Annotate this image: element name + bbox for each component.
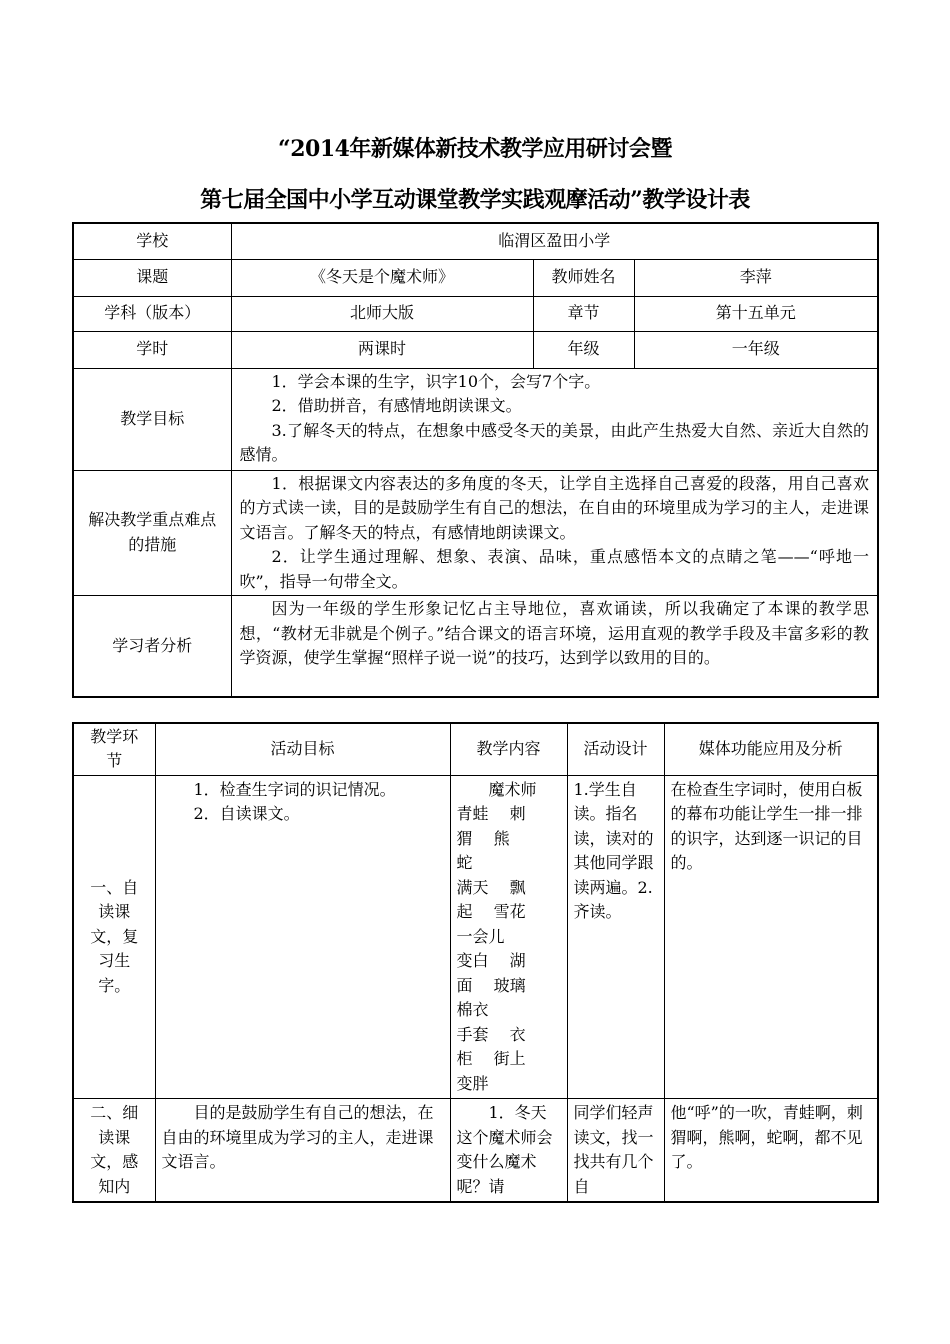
learner-paragraph: 因为一年级的学生形象记忆占主导地位，喜欢诵读，所以我确定了本课的教学思想，“教材无非就是个例子。”结合课文的语言环境，运用直观的教学手段及丰富多彩的教学资源，使学生掌握“照样子说一说”的技巧，达到学以致用的目的。	[239, 599, 870, 667]
row2-design: 同学们轻声读文，找一找共有几个自	[567, 1099, 664, 1203]
goals-label: 教学目标	[73, 368, 231, 470]
goal-item: 1．学会本课的生字，识字10个，会写7个字。	[271, 371, 601, 391]
goal-item: 3.了解冬天的特点，在想象中感受冬天的美景，由此产生热爱大自然、亲近大自然的感情。	[239, 420, 870, 464]
learner-label: 学习者分析	[73, 596, 231, 697]
chapter-label: 章节	[533, 296, 634, 331]
vocab-item: 青蛙 刺	[456, 804, 526, 823]
plan-table	[72, 722, 879, 1203]
vocab-item: 手套 衣	[456, 1024, 526, 1044]
measure-item: 1．根据课文内容表达的多角度的冬天，让学自主选择自己喜爱的段落，用自己喜欢的方式读一读，目的是鼓励学生有自己的想法，在自由的环境里成为学习的主人，走进课文语言。了解冬天的特点，有感情地朗读课文。	[239, 473, 870, 542]
grade-label: 年级	[533, 331, 634, 368]
teacher-value: 李萍	[634, 259, 878, 296]
row1-design: 1.学生自读。指名读，读对的其他同学跟读两遍。2.齐读。	[567, 775, 664, 1099]
hours-value: 两课时	[231, 331, 533, 368]
header-content: 教学内容	[450, 723, 567, 775]
vocab-item: 变胖	[456, 1073, 489, 1093]
vocab-item: 起 雪花	[456, 902, 526, 921]
row1-goal-item: 1．检查生字词的识记情况。	[193, 779, 396, 799]
vocab-item: 棉衣	[456, 1000, 489, 1019]
row1-content	[450, 775, 567, 1099]
row2-content: 1．冬天这个魔术师会变什么魔术呢？请	[450, 1099, 567, 1203]
title-line-1: “2014年新媒体新技术教学应用研讨会暨	[278, 136, 672, 162]
hours-label: 学时	[73, 331, 231, 368]
goal-item: 2．借助拼音，有感情地朗读课文。	[271, 396, 522, 415]
info-table	[72, 222, 879, 698]
chapter-value: 第十五单元	[634, 296, 878, 331]
row1-goal-item: 2．自读课文。	[193, 804, 300, 823]
vocab-item: 一会儿	[456, 926, 505, 946]
vocab-item: 面 玻璃	[456, 975, 526, 995]
school-value: 临渭区盈田小学	[231, 223, 878, 259]
header-design: 活动设计	[567, 723, 664, 775]
vocab-item: 变白 湖	[456, 951, 526, 970]
row1-media: 在检查生字词时，使用白板的幕布功能让学生一排一排的识字，达到逐一识记的目的。	[664, 775, 878, 1099]
header-media: 媒体功能应用及分析	[664, 723, 878, 775]
row2-media: 他“呼”的一吹，青蛙啊，刺猬啊，熊啊，蛇啊，都不见了。	[664, 1099, 878, 1203]
header-stage: 教学环节	[73, 723, 155, 775]
topic-label: 课题	[73, 259, 231, 296]
goals-text	[231, 368, 878, 470]
grade-value: 一年级	[634, 331, 878, 368]
row2-goals: 目的是鼓励学生有自己的想法，在自由的环境里成为学习的主人，走进课文语言。	[155, 1099, 450, 1203]
learner-text	[231, 596, 878, 697]
subject-value: 北师大版	[231, 296, 533, 331]
stage-1: 一、自读课文，复习生字。	[73, 775, 155, 1099]
vocab-item: 蛇	[456, 853, 473, 872]
title-line-2: 第七届全国中小学互动课堂教学实践观摩活动”教学设计表	[200, 187, 750, 213]
vocab-item: 魔术师	[488, 779, 537, 799]
vocab-item: 满天 飘	[456, 877, 526, 897]
measures-label: 解决教学重点难点的措施	[73, 470, 231, 596]
vocab-item: 柜 街上	[456, 1049, 526, 1068]
header-goals: 活动目标	[155, 723, 450, 775]
teacher-label: 教师姓名	[533, 259, 634, 296]
row1-goals	[155, 775, 450, 1099]
topic-value: 《冬天是个魔术师》	[231, 259, 533, 296]
measures-text	[231, 470, 878, 596]
vocab-item: 猬 熊	[456, 828, 510, 848]
subject-label: 学科（版本）	[73, 296, 231, 331]
measure-item: 2．让学生通过理解、想象、表演、品味，重点感悟本文的点睛之笔——“呼地一吹”，指导一句带全文。	[239, 547, 870, 591]
stage-2: 二、细读课文，感知内	[73, 1099, 155, 1203]
school-label: 学校	[73, 223, 231, 259]
